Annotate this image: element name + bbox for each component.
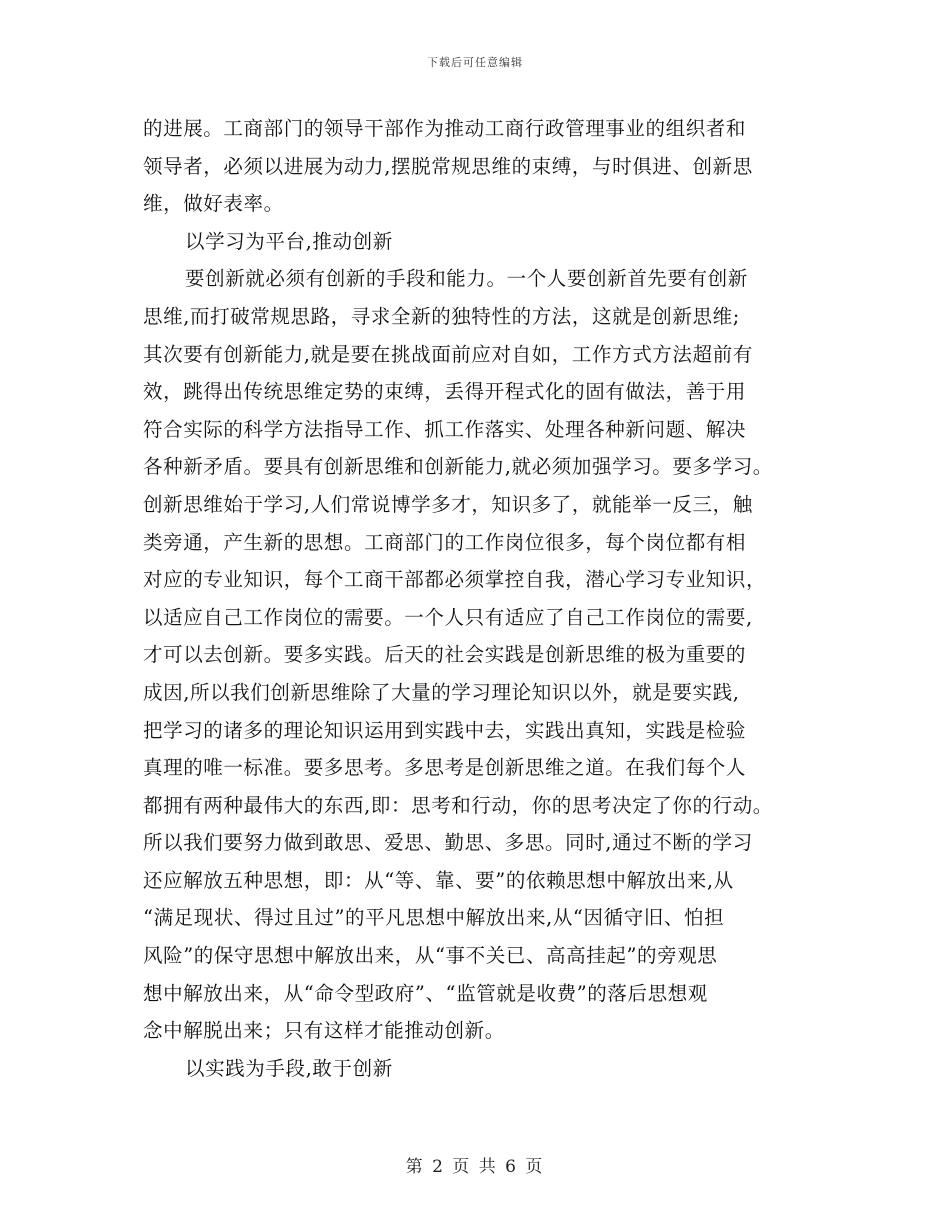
paragraph-line: 才可以去创新。要多实践。后天的社会实践是创新思维的极为重要的	[143, 643, 747, 667]
paragraph-line-indented: 以实践为手段,敢于创新	[185, 1056, 393, 1080]
paragraph-line: 把学习的诸多的理论知识运用到实践中去，实践出真知，实践是检验	[143, 718, 747, 742]
paragraph-line: 思维,而打破常规思路，寻求全新的独特性的方法，这就是创新思维;	[143, 304, 740, 328]
paragraph-line: 还应解放五种思想，即：从“等、靠、要”的依赖思想中解放出来,从	[143, 868, 734, 892]
paragraph-line: 以适应自己工作岗位的需要。一个人只有适应了自己工作岗位的需要,	[143, 605, 753, 629]
paragraph-line: 都拥有两种最伟大的东西,即：思考和行动，你的思考决定了你的行动。	[143, 793, 773, 817]
page-header: 下载后可任意编辑	[427, 56, 523, 69]
paragraph-line: 创新思维始于学习,人们常说博学多才，知识多了，就能举一反三，触	[143, 492, 753, 516]
paragraph-line: 所以我们要努力做到敢思、爱思、勤思、多思。同时,通过不断的学习	[143, 831, 753, 855]
paragraph-line-indented: 要创新就必须有创新的手段和能力。一个人要创新首先要有创新	[185, 267, 748, 291]
paragraph-line: 对应的专业知识，每个工商干部都必须掌控自我，潜心学习专业知识，	[143, 568, 767, 592]
paragraph-line: 领导者，必须以进展为动力,摆脱常规思维的束缚，与时俱进、创新思	[143, 154, 753, 178]
paragraph-line: 效，跳得出传统思维定势的束缚，丢得开程式化的固有做法，善于用	[143, 380, 747, 404]
document-body	[143, 110, 833, 1087]
paragraph-line: 其次要有创新能力,就是要在挑战面前应对自如，工作方式方法超前有	[143, 342, 753, 366]
paragraph-line: 成因,所以我们创新思维除了大量的学习理论知识以外，就是要实践,	[143, 680, 740, 704]
paragraph-line: 类旁通，产生新的思想。工商部门的工作岗位很多，每个岗位都有相	[143, 530, 747, 554]
paragraph-line: “满足现状、得过且过”的平凡思想中解放出来,从“因循守旧、怕担	[143, 906, 725, 930]
paragraph-line: 符合实际的科学方法指导工作、抓工作落实、处理各种新问题、解决	[143, 417, 747, 441]
paragraph-line: 真理的唯一标准。要多思考。多思考是创新思维之道。在我们每个人	[143, 756, 747, 780]
paragraph-line-indented: 以学习为平台,推动创新	[185, 229, 393, 253]
paragraph-line: 的进展。工商部门的领导干部作为推动工商行政管理事业的组织者和	[143, 117, 747, 140]
paragraph-line: 念中解脱出来；只有这样才能推动创新。	[143, 1019, 505, 1043]
paragraph-line: 维，做好表率。	[143, 192, 284, 216]
page-number: 第 2 页 共 6 页	[405, 1157, 545, 1177]
paragraph-line: 风险”的保守思想中解放出来，从“事不关已、高高挂起”的旁观思	[143, 944, 718, 968]
paragraph-line: 想中解放出来，从“命令型政府”、“监管就是收费”的落后思想观	[143, 981, 708, 1005]
paragraph-line: 各种新矛盾。要具有创新思维和创新能力,就必须加强学习。要多学习。	[143, 455, 773, 479]
